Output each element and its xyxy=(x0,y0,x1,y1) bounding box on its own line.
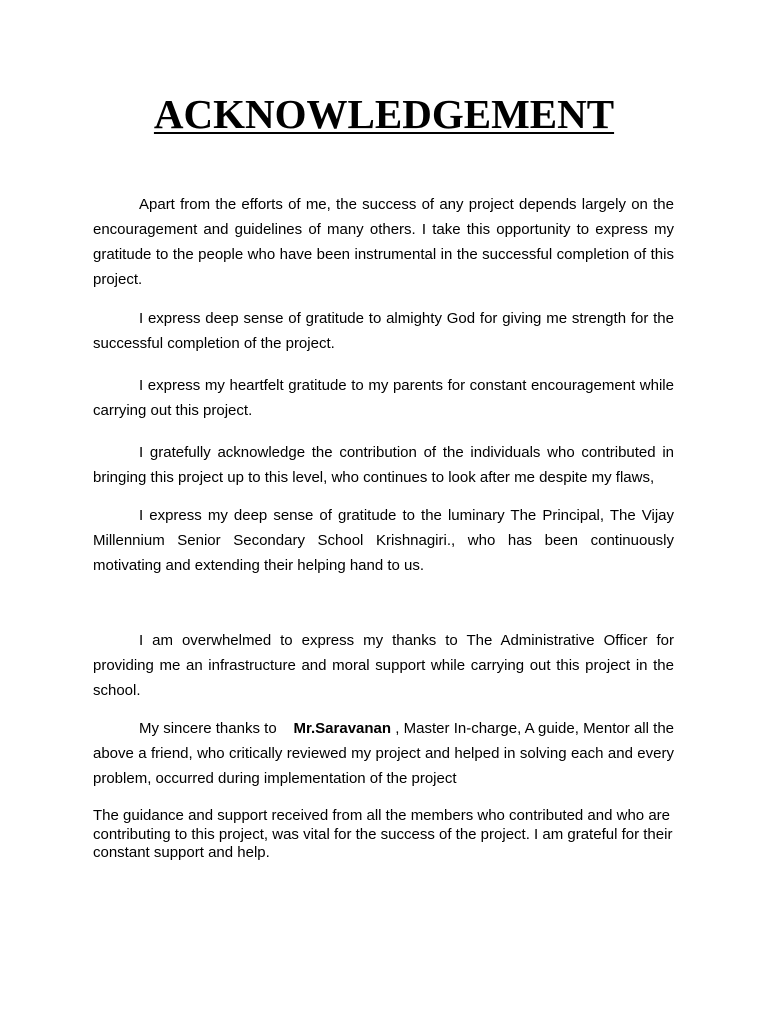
page-title xyxy=(0,88,768,140)
paragraph-parents: I express my heartfelt gratitude to my parents for constant encouragement while carrying out this project. xyxy=(93,377,674,419)
paragraph-closing: The guidance and support received from all the members who contributed and who are contributing to this project, was vital for the success of the project. I am grateful for their constant support and help. xyxy=(93,807,673,861)
paragraph-intro: Apart from the efforts of me, the success of any project depends largely on the encouragement and guidelines of many others. I take this opportunity to express my gratitude to the people who have been instrumental in the successful completion of this project. xyxy=(93,196,674,288)
paragraph-sincere-thanks xyxy=(93,716,674,791)
paragraph-god: I express deep sense of gratitude to almighty God for giving me strength for the successful completion of the project. xyxy=(93,310,674,352)
thanks-intro: My sincere thanks to xyxy=(139,720,277,737)
paragraph-principal: I express my deep sense of gratitude to the luminary The Principal, The Vijay Millennium Senior Secondary School Krishnagiri., who has been continuously motivating and extending their helping hand to us. xyxy=(93,507,674,574)
guide-name: Mr.Saravanan xyxy=(293,720,392,737)
thanks-rest: , Master In-charge, A guide, Mentor all the above a friend, who critically reviewed my project and helped in solving each and every problem, occurred during implementation of the project xyxy=(93,720,675,787)
title-text: ACKNOWLEDGEMENT xyxy=(153,91,615,137)
paragraph-individuals: I gratefully acknowledge the contribution of the individuals who contributed in bringing this project up to this level, who continues to look after me despite my flaws, xyxy=(93,444,674,486)
paragraph-administrative-officer: I am overwhelmed to express my thanks to The Administrative Officer for providing me an infrastructure and moral support while carrying out this project in the school. xyxy=(93,632,674,699)
